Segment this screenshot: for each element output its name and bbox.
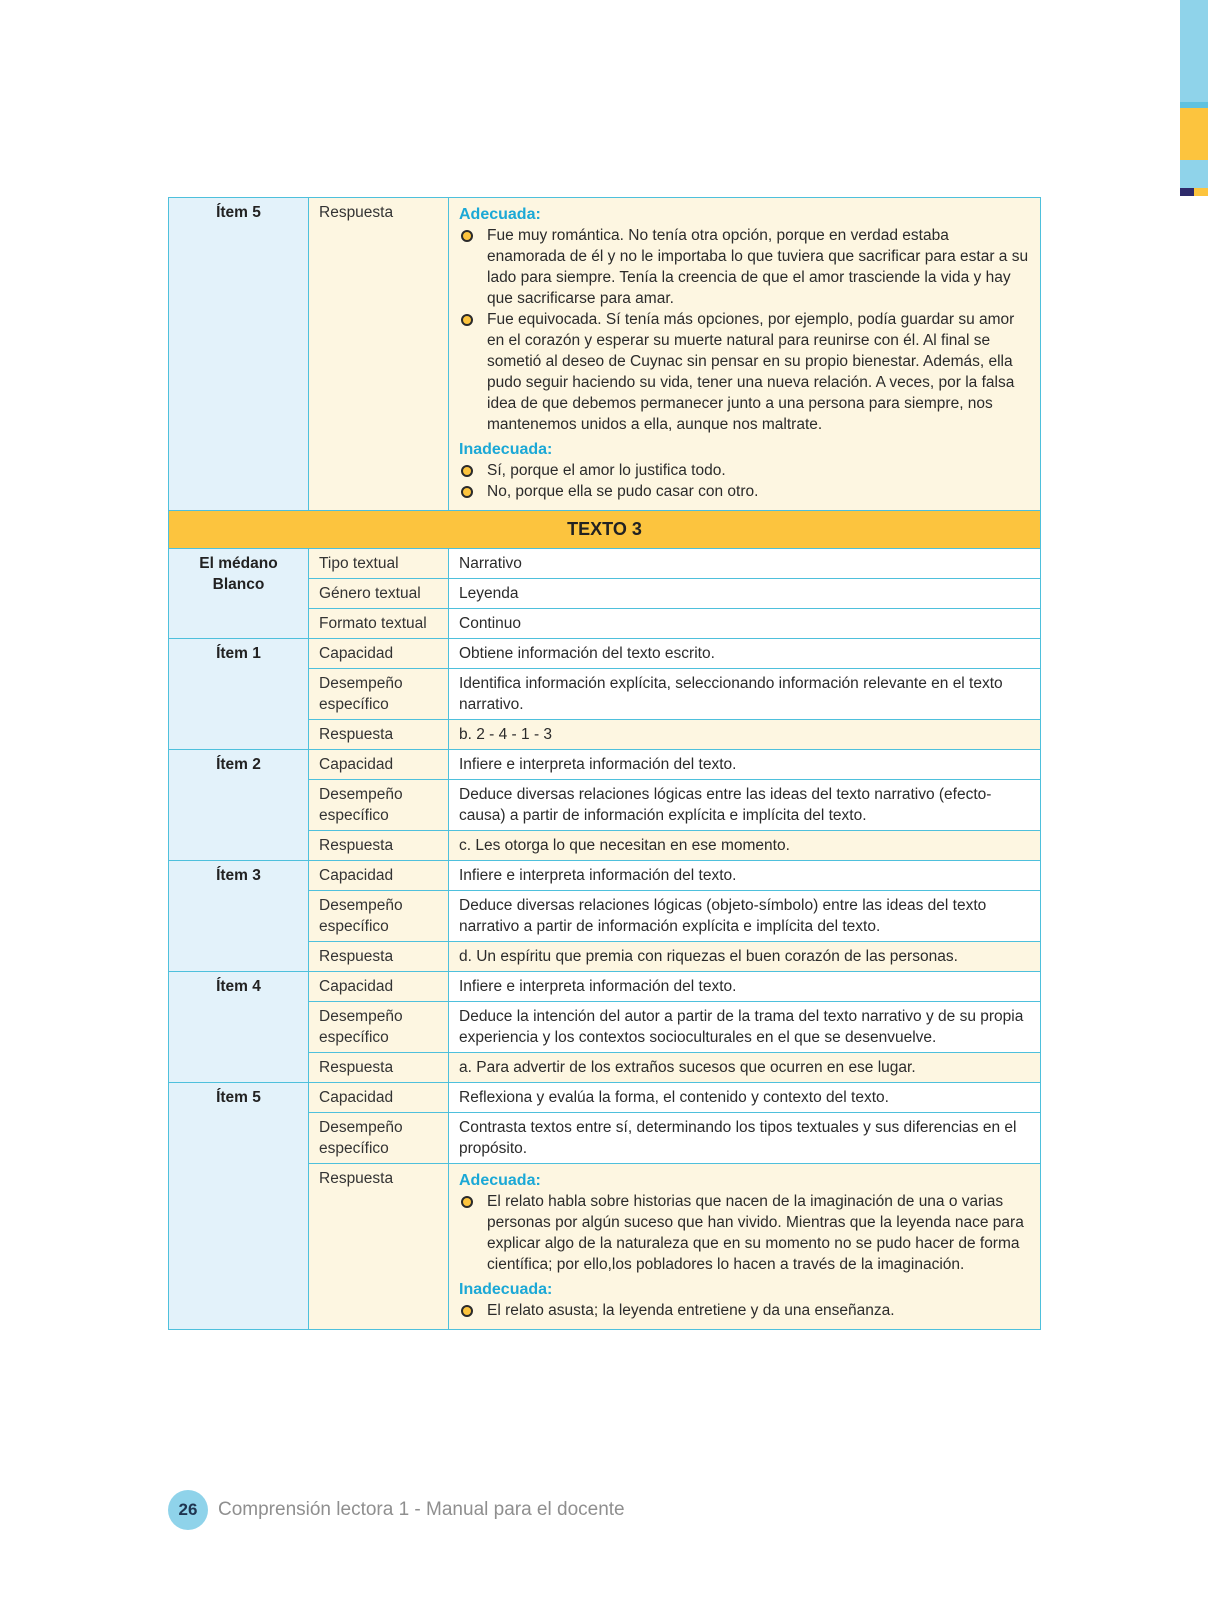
capacidad-value: Obtiene información del texto escrito.: [449, 639, 1041, 669]
page-number: 26: [168, 1490, 208, 1530]
item-label: Ítem 5: [169, 1083, 309, 1330]
table-row: [169, 972, 1041, 1002]
desempeno-value: Identifica información explícita, seleccionando información relevante en el texto narrativo.: [449, 669, 1041, 720]
list-item: Fue equivocada. Sí tenía más opciones, por ejemplo, podía guardar su amor en el corazón y esperar su muerte natural para reunirse con él. Al final se sometió al deseo de Cuynac sin pensar en su propio bienestar. Además, ella pudo seguir haciendo su vida, tener una nueva relación. A veces, por la falsa idea de que debemos permanecer junto a una persona para siempre, nos mantenemos unidos a ella, aunque nos maltrate.: [459, 309, 1030, 435]
section-heading-row: [169, 511, 1041, 549]
row-label: Respuesta: [309, 720, 449, 750]
capacidad-value: Infiere e interpreta información del texto.: [449, 972, 1041, 1002]
row-label: Desempeño específico: [309, 780, 449, 831]
row-label: Desempeño específico: [309, 891, 449, 942]
adecuada-heading: Adecuada:: [459, 206, 541, 223]
row-label: Respuesta: [309, 198, 449, 511]
item-label: Ítem 2: [169, 750, 309, 861]
desempeno-value: Deduce diversas relaciones lógicas (objeto-símbolo) entre las ideas del texto narrativo a partir de información explícita e implícita del texto.: [449, 891, 1041, 942]
table-row: [169, 1083, 1041, 1113]
list-item: No, porque ella se pudo casar con otro.: [459, 481, 1030, 502]
item-label: Ítem 1: [169, 639, 309, 750]
adecuada-list: [459, 1191, 1030, 1275]
table-row: [169, 198, 1041, 511]
row-label: Capacidad: [309, 1083, 449, 1113]
row-label: Respuesta: [309, 1164, 449, 1330]
list-item: Sí, porque el amor lo justifica todo.: [459, 460, 1030, 481]
row-label: Desempeño específico: [309, 1113, 449, 1164]
desempeno-value: Deduce la intención del autor a partir de la trama del texto narrativo y de su propia experiencia y los contextos socioculturales en el que se desenvuelve.: [449, 1002, 1041, 1053]
row-label: Respuesta: [309, 1053, 449, 1083]
row-value: Leyenda: [449, 579, 1041, 609]
row-label: Respuesta: [309, 831, 449, 861]
adecuada-heading: Adecuada:: [459, 1172, 541, 1189]
list-item: El relato asusta; la leyenda entretiene y da una enseñanza.: [459, 1300, 1030, 1321]
capacidad-value: Infiere e interpreta información del texto.: [449, 861, 1041, 891]
inadecuada-list: [459, 460, 1030, 502]
page-footer: [168, 1490, 625, 1530]
table-row: [169, 549, 1041, 579]
row-label: Desempeño específico: [309, 1002, 449, 1053]
row-label: Respuesta: [309, 942, 449, 972]
capacidad-value: Infiere e interpreta información del texto.: [449, 750, 1041, 780]
item-label: Ítem 3: [169, 861, 309, 972]
table-row: [169, 639, 1041, 669]
inadecuada-list: [459, 1300, 1030, 1321]
row-label: Género textual: [309, 579, 449, 609]
row-label: Capacidad: [309, 861, 449, 891]
capacidad-value: Reflexiona y evalúa la forma, el contenido y contexto del texto.: [449, 1083, 1041, 1113]
table-row: [169, 750, 1041, 780]
list-item: El relato habla sobre historias que nacen de la imaginación de una o varias personas por algún suceso que han vivido. Mientras que la leyenda nace para explicar algo de la naturaleza que en su momento no se pudo hacer de forma científica; por ello,los pobladores lo hacen a través de la imaginación.: [459, 1191, 1030, 1275]
inadecuada-heading: Inadecuada:: [459, 1281, 553, 1298]
answer-key-table: [168, 197, 1041, 1330]
inadecuada-heading: Inadecuada:: [459, 441, 553, 458]
row-label: Formato textual: [309, 609, 449, 639]
section-heading: TEXTO 3: [169, 511, 1041, 549]
footer-title: Comprensión lectora 1 - Manual para el docente: [218, 1499, 625, 1520]
item-label: Ítem 4: [169, 972, 309, 1083]
edge-mark-navy: [1180, 188, 1194, 196]
row-label: Capacidad: [309, 972, 449, 1002]
list-item: Fue muy romántica. No tenía otra opción, porque en verdad estaba enamorada de él y no le importaba lo que tuviera que sacrificar para estar a su lado para siempre. Tenía la creencia de que el amor trasciende la vida y hay que sacrificarse para amar.: [459, 225, 1030, 309]
desempeno-value: Deduce diversas relaciones lógicas entre las ideas del texto narrativo (efecto-causa) a partir de información explícita e implícita del texto.: [449, 780, 1041, 831]
edge-mark-yellow: [1194, 188, 1208, 196]
row-label: Desempeño específico: [309, 669, 449, 720]
respuesta-value: d. Un espíritu que premia con riquezas el buen corazón de las personas.: [449, 942, 1041, 972]
item-label: Ítem 5: [169, 198, 309, 511]
edge-tab-blue: [1180, 166, 1208, 188]
edge-tab-blue: [1180, 0, 1208, 102]
answer-cell: [449, 198, 1041, 511]
edge-tab-yellow: [1180, 108, 1208, 160]
respuesta-value: b. 2 - 4 - 1 - 3: [449, 720, 1041, 750]
desempeno-value: Contrasta textos entre sí, determinando los tipos textuales y sus diferencias en el propósito.: [449, 1113, 1041, 1164]
adecuada-list: [459, 225, 1030, 435]
row-value: Continuo: [449, 609, 1041, 639]
respuesta-value: a. Para advertir de los extraños sucesos que ocurren en ese lugar.: [449, 1053, 1041, 1083]
row-value: Narrativo: [449, 549, 1041, 579]
respuesta-value: c. Les otorga lo que necesitan en ese momento.: [449, 831, 1041, 861]
table-row: [169, 861, 1041, 891]
row-label: Tipo textual: [309, 549, 449, 579]
row-label: Capacidad: [309, 639, 449, 669]
text-title: El médano Blanco: [169, 549, 309, 639]
answer-cell: [449, 1164, 1041, 1330]
row-label: Capacidad: [309, 750, 449, 780]
